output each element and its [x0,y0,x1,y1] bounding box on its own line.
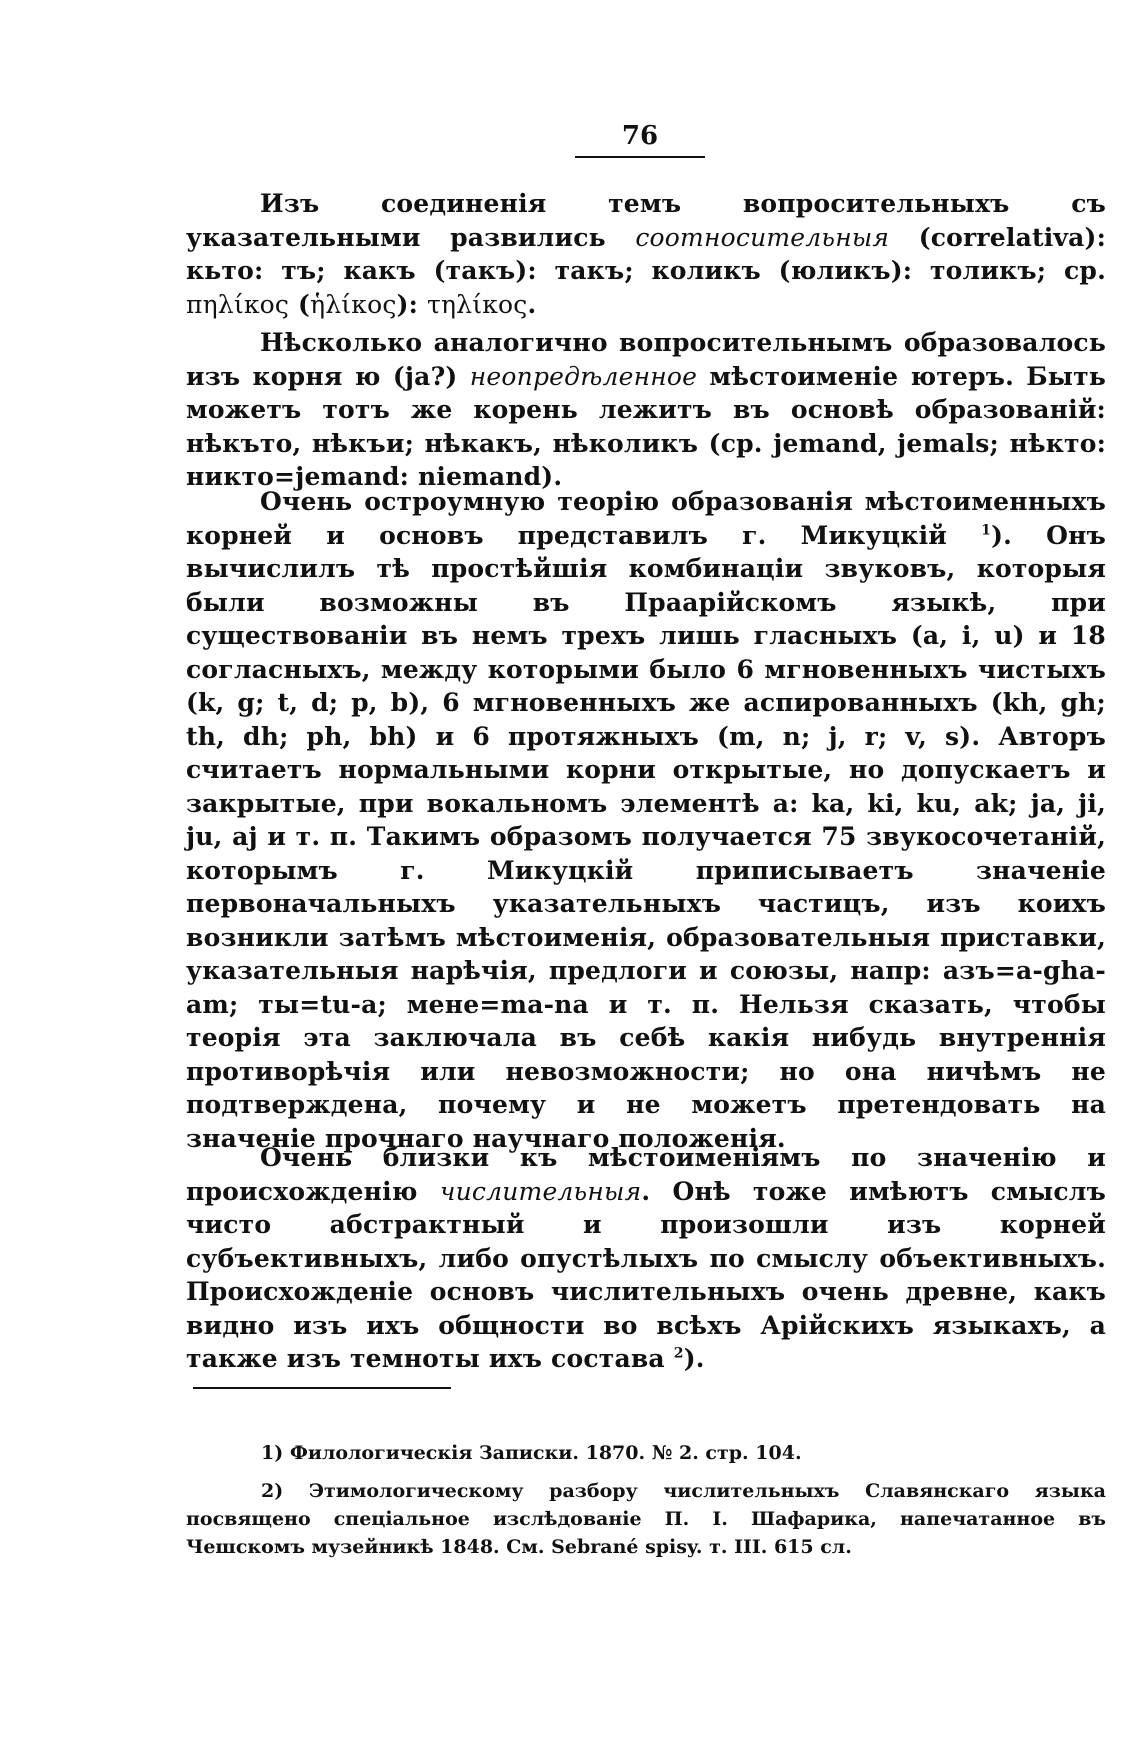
paragraph-4-part-3: ). [683,1344,705,1373]
paragraph-3-part-2: ). Онъ вычислилъ тѣ простѣйшія комбинаціи звуковъ, которыя были возможны въ Праарійскомъ языкѣ, при существованіи въ немъ трехъ лишь гласныхъ (a, i, u) и 18 согласныхъ, между которыми было 6 мгновенныхъ чистыхъ (k, g; t, d; p, b), 6 мгновенныхъ же аспированныхъ (kh, gh; th, dh; ph, bh) и 6 протяжныхъ (m, n; j, r; v, s). Авторъ считаетъ нормальными корни открытые, но допускаетъ и закрытые, при вокальномъ элементѣ a: ka, ki, ku, ak; ja, ji, ju, aj и т. п. Такимъ образомъ получается 75 звукосочетаній, которымъ г. Микуцкій приписываетъ значеніе первоначальныхъ указательныхъ частицъ, изъ коихъ возникли затѣмъ мѣстоименія, образовательныя приставки, указательныя нарѣчія, предлоги и союзы, напр: азъ=a-gha-am; ты=tu-a; мене=ma-na и т. п. Нельзя сказать, чтобы теорія эта заключала въ себѣ какія нибудь внутреннія противорѣчія или невозможности; но она ничѣмъ не подтверждена, почему и не можетъ претендовать на значеніе прочнаго научнаго положенія. [186,520,1106,1153]
term-correlative-italic: соотносительныя [635,222,890,252]
term-indefinite-italic: неопредѣленное [469,361,698,391]
footnote-reference-1: 1 [981,522,992,539]
paragraph-mikutsky-theory [186,485,1106,1155]
footnote-1: 1) Филологическія Записки. 1870. № 2. стр. 104. [261,1442,802,1464]
footnote-separator [193,1387,451,1389]
paragraph-indefinite-pronoun [186,326,1106,494]
footnotes [186,1439,1106,1571]
footnote-2: 2) Этимологическому разбору числительныхъ Славянскаго языка посвящено спеціальное изслѣдованіе П. І. Шафарика, напечатанное въ Чешскомъ музейникѣ 1848. См. Sebrané spisy. т. III. 615 сл. [186,1480,1106,1558]
paragraph-4-part-2: . Онѣ тоже имѣютъ смыслъ чисто абстрактный и произошли изъ корней субъективныхъ, либо опустѣлыхъ по смыслу объективныхъ. Происхожденіе основъ числительныхъ очень древне, какъ видно изъ ихъ общности во всѣхъ Арійскихъ языкахъ, а также изъ темноты ихъ состава [186,1176,1107,1373]
paragraph-text [186,187,1106,321]
paragraph-1-part-4: ): [396,289,427,319]
paragraph-4-part-1: Очень близки къ мѣстоименіямъ по значенію и происхожденію [186,1143,1106,1206]
footnote-reference-2: 2 [673,1345,684,1362]
term-numerals-italic: числительныя [439,1176,642,1206]
paragraph-1-part-3: ( [289,289,311,319]
paragraph-text [186,485,1106,1155]
paragraph-3-part-1: Очень остроумную теорію образованія мѣстоименныхъ корней и основъ представилъ г. Микуцкій [186,487,1106,550]
paragraph-2-part-1: Нѣсколько аналогично вопросительнымъ образовалось изъ корня ю (ja?) [186,328,1106,391]
paragraph-text [186,1141,1106,1376]
paragraph-1-part-1: Изъ соединенія темъ вопросительныхъ съ указательными развились [186,189,1106,252]
paragraph-text [186,326,1106,494]
paragraph-numerals [186,1141,1106,1376]
paragraph-1-part-2: (correlativa): кьто: тъ; какъ (такъ): такъ; коликъ (юликъ): толикъ; ср. [186,222,1106,285]
greek-word-2: ἡλίκος [310,289,397,319]
paragraph-1-part-5: . [527,289,537,319]
paragraph-2-part-2: мѣстоименіе ютеръ. Быть можетъ тотъ же корень лежитъ въ основѣ образованій: нѣкъто, нѣкъи; нѣкакъ, нѣколикъ (ср. jemand, jemals; нѣкто: никто=jemand: niemand). [186,361,1106,491]
page-number: 76 [575,120,705,158]
greek-word-3: τηλίκος [426,289,528,319]
paragraph-correlatives [186,187,1106,321]
greek-word-1: πηλίκος [186,289,290,319]
